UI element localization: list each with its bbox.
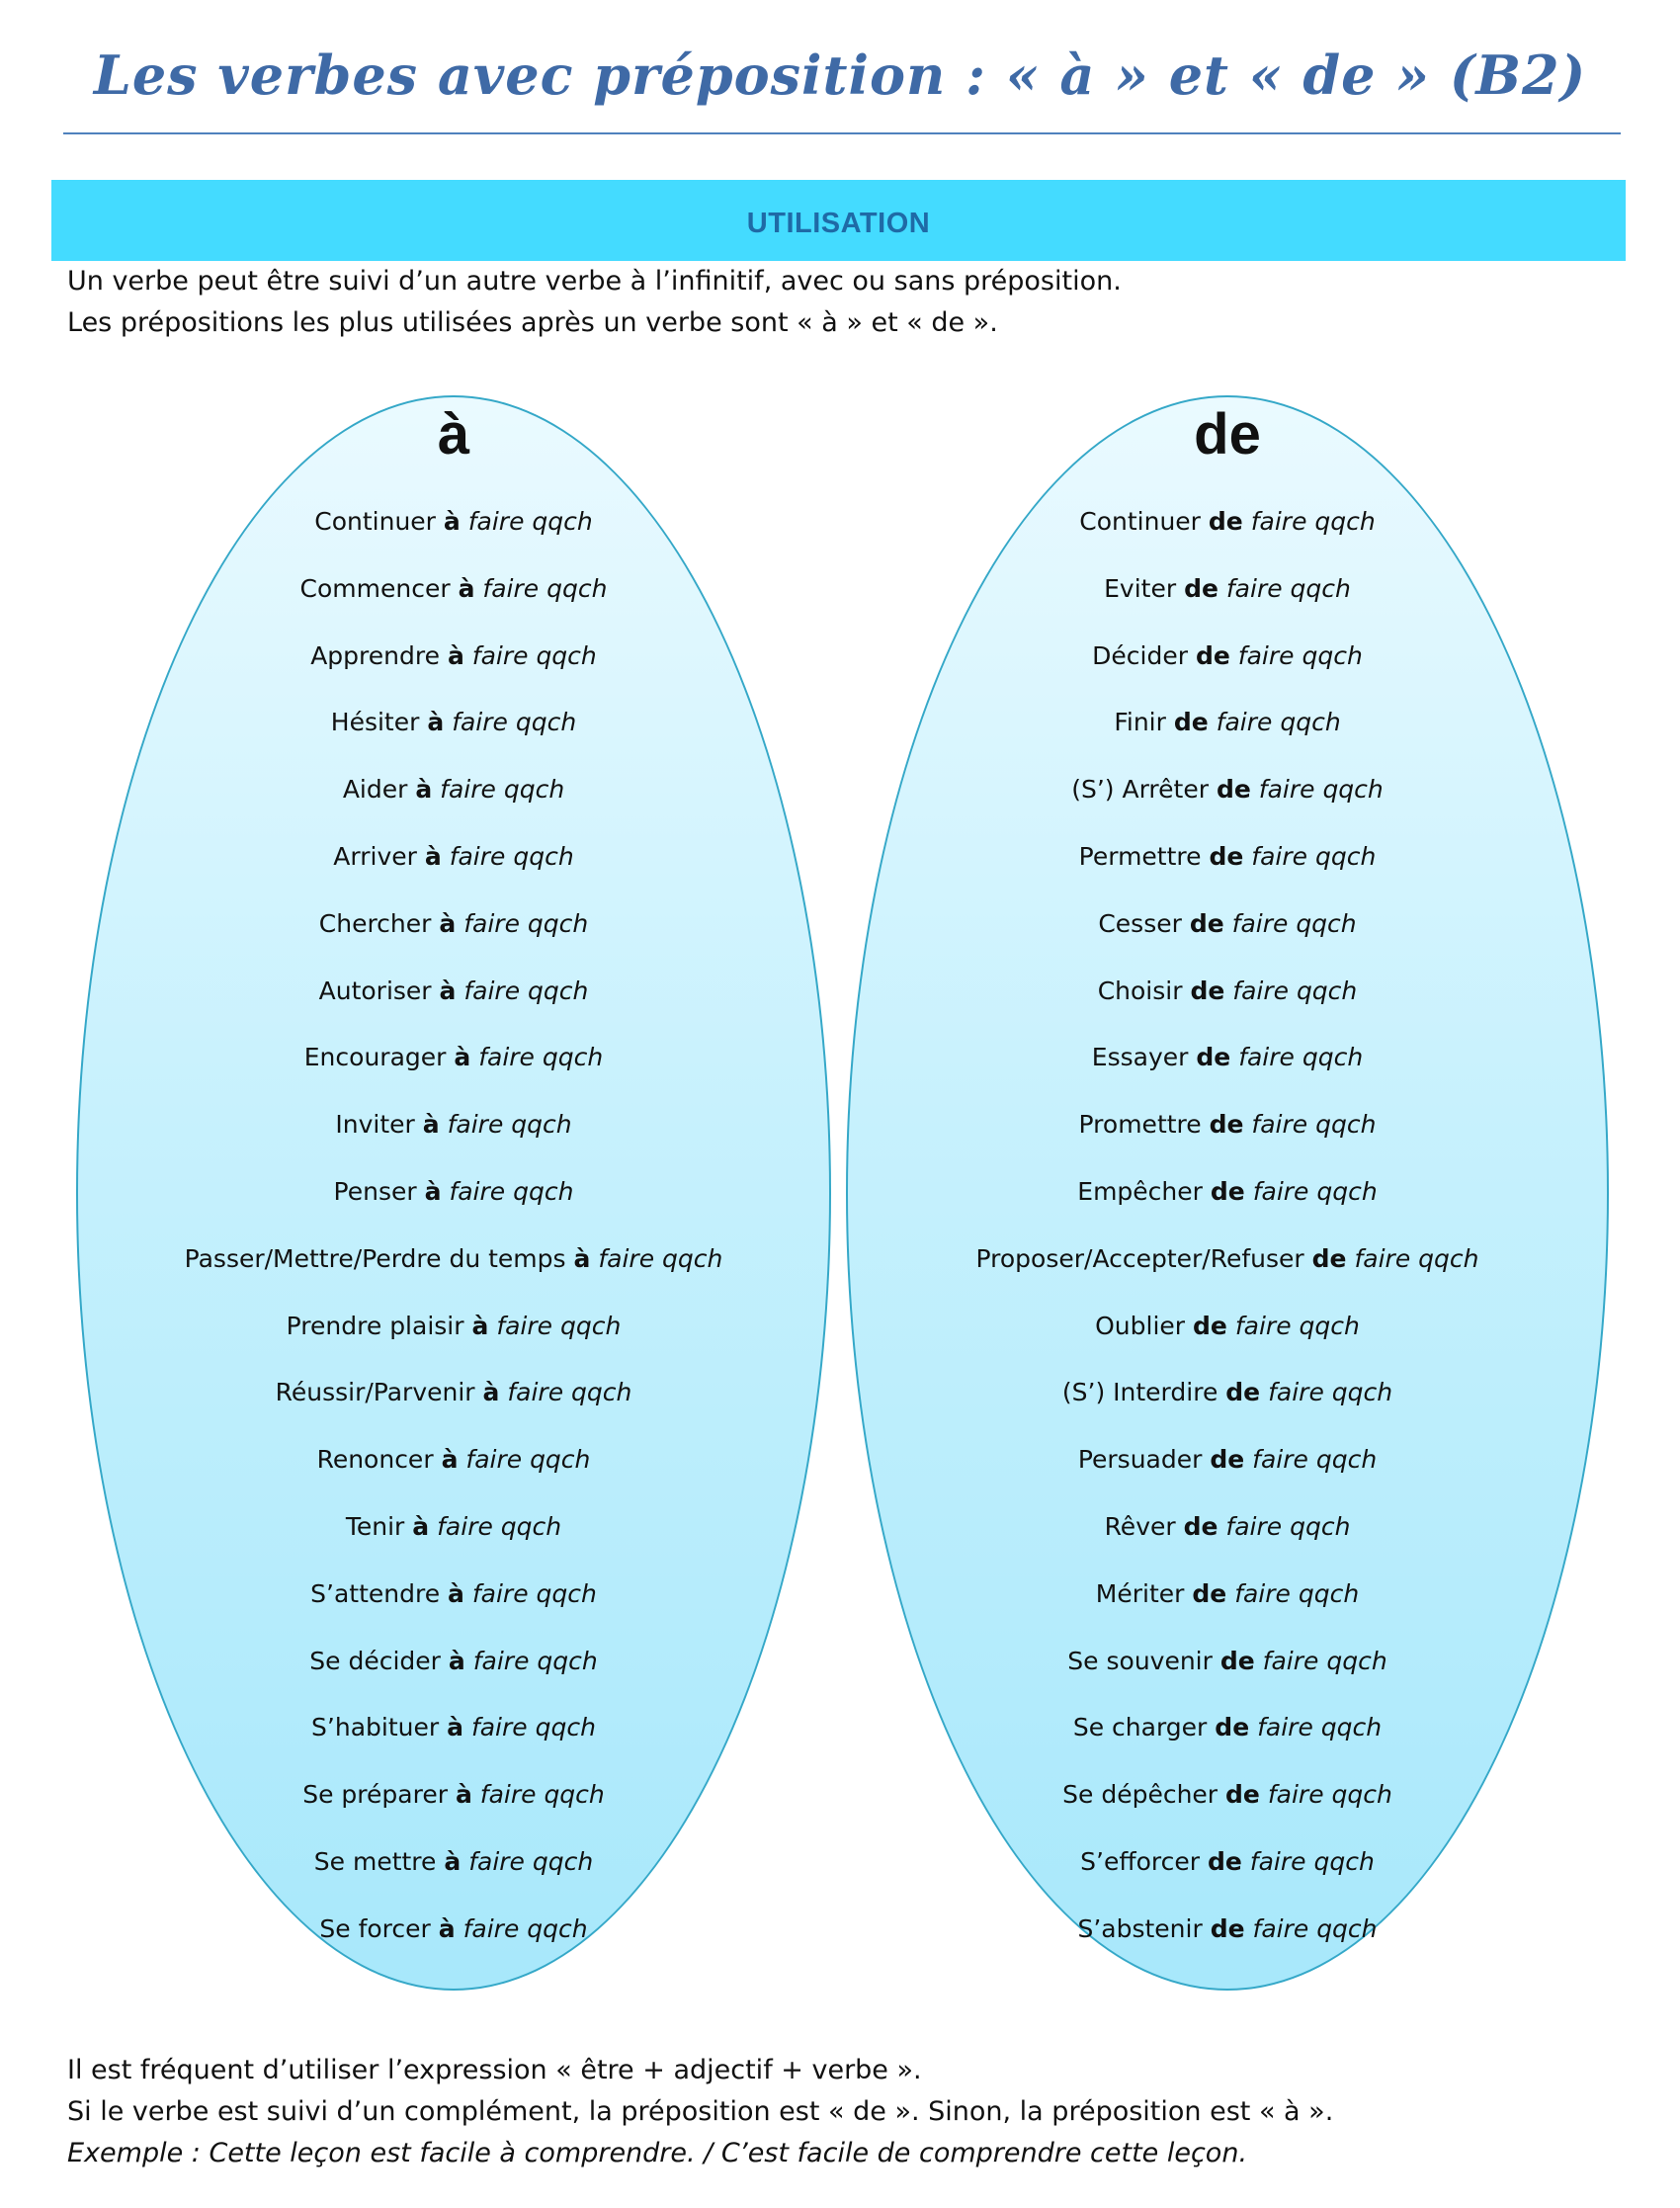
complement: faire qqch <box>1232 976 1358 1005</box>
preposition: à <box>447 1713 463 1742</box>
verb-item <box>846 1438 1609 1505</box>
preposition: de <box>1173 708 1209 737</box>
complement: faire qqch <box>1257 1713 1383 1742</box>
verb: Finir <box>1114 708 1166 737</box>
verb: Se dépêcher <box>1062 1780 1218 1810</box>
column-heading-de: de <box>1194 402 1261 467</box>
complement: faire qqch <box>467 507 593 536</box>
verb-list-de <box>846 500 1609 1975</box>
verb: Penser <box>333 1176 417 1206</box>
complement: faire qqch <box>1262 1646 1387 1675</box>
verb-item <box>846 1305 1609 1372</box>
verb-item <box>846 902 1609 970</box>
verb: Aider <box>342 775 408 805</box>
verb: Se charger <box>1072 1713 1208 1742</box>
verb: Essayer <box>1091 1043 1189 1072</box>
footer-line: Si le verbe est suivi d’un complément, la préposition est « de ». Sinon, la préposition est « à ». <box>67 2096 1334 2127</box>
verb-item <box>76 1036 831 1103</box>
verb-item <box>846 835 1609 902</box>
verb-item <box>76 1706 831 1773</box>
preposition: de <box>1225 1378 1261 1407</box>
verb-item <box>846 1237 1609 1305</box>
preposition: de <box>1192 1578 1227 1608</box>
complement: faire qqch <box>1216 708 1341 737</box>
verb: Renoncer <box>316 1445 434 1475</box>
verb-item <box>76 1773 831 1840</box>
complement: faire qqch <box>449 1176 574 1206</box>
complement: faire qqch <box>465 1445 591 1475</box>
verb: Encourager <box>303 1043 447 1072</box>
verb-item <box>76 1371 831 1438</box>
intro-line: Les prépositions les plus utilisées après un verbe sont « à » et « de ». <box>67 307 998 338</box>
verb: Mériter <box>1095 1578 1185 1608</box>
complement: faire qqch <box>1231 908 1357 938</box>
preposition: à <box>439 908 457 938</box>
preposition: de <box>1208 507 1243 536</box>
verb: Se souvenir <box>1067 1646 1213 1675</box>
preposition: à <box>454 1043 471 1072</box>
footer-notes <box>67 2050 1629 2174</box>
verb: Permettre <box>1078 841 1202 871</box>
preposition: de <box>1207 1846 1242 1876</box>
section-banner-label: UTILISATION <box>746 208 931 239</box>
verb-item <box>76 1170 831 1237</box>
verb-item <box>846 1908 1609 1975</box>
verb: Persuader <box>1077 1445 1203 1475</box>
complement: faire qqch <box>1252 1176 1378 1206</box>
verb: Tenir <box>345 1511 405 1541</box>
verb-item <box>846 1505 1609 1572</box>
verb-item <box>76 835 831 902</box>
preposition: à <box>448 1646 465 1675</box>
verb: Choisir <box>1097 976 1183 1005</box>
preposition: de <box>1184 573 1218 603</box>
complement: faire qqch <box>507 1378 632 1407</box>
complement: faire qqch <box>452 708 577 737</box>
verb: Hésiter <box>330 708 420 737</box>
verb: (S’) Interdire <box>1061 1378 1218 1407</box>
preposition: à <box>424 841 442 871</box>
preposition: à <box>482 1378 500 1407</box>
preposition: de <box>1196 1043 1231 1072</box>
complement: faire qqch <box>437 1511 562 1541</box>
complement: faire qqch <box>472 1646 598 1675</box>
complement: faire qqch <box>1225 1511 1351 1541</box>
verb-item <box>846 1706 1609 1773</box>
preposition: à <box>439 976 457 1005</box>
preposition: à <box>415 775 433 805</box>
complement: faire qqch <box>471 1578 597 1608</box>
verb-item <box>846 1640 1609 1707</box>
verb-item <box>846 970 1609 1037</box>
preposition: de <box>1210 1913 1245 1943</box>
verb: Autoriser <box>318 976 432 1005</box>
complement: faire qqch <box>468 1846 594 1876</box>
verb: Se forcer <box>319 1913 431 1943</box>
complement: faire qqch <box>1234 1578 1360 1608</box>
complement: faire qqch <box>1238 1043 1364 1072</box>
complement: faire qqch <box>1251 841 1377 871</box>
complement: faire qqch <box>1267 1780 1392 1810</box>
verb-item <box>76 567 831 635</box>
preposition: à <box>422 1110 440 1140</box>
preposition: de <box>1210 1176 1245 1206</box>
verb: Réussir/Parvenir <box>275 1378 475 1407</box>
verb-item <box>76 1908 831 1975</box>
verb: Eviter <box>1104 573 1177 603</box>
verb: S’habituer <box>311 1713 440 1742</box>
complement: faire qqch <box>463 908 589 938</box>
preposition: à <box>573 1243 591 1273</box>
complement: faire qqch <box>482 573 608 603</box>
intro-line: Un verbe peut être suivi d’un autre verbe à l’infinitif, avec ou sans préposition. <box>67 266 1122 297</box>
verb-item <box>846 1773 1609 1840</box>
complement: faire qqch <box>462 1913 588 1943</box>
footer-line: Il est fréquent d’utiliser l’expression « être + adjectif + verbe ». <box>67 2055 922 2085</box>
verb-item <box>76 1438 831 1505</box>
complement: faire qqch <box>470 1713 596 1742</box>
verb: Passer/Mettre/Perdre du temps <box>184 1243 566 1273</box>
complement: faire qqch <box>598 1243 723 1273</box>
complement: faire qqch <box>1354 1243 1479 1273</box>
verb: Continuer <box>314 507 436 536</box>
verb: Apprendre <box>310 640 440 670</box>
complement: faire qqch <box>1237 640 1363 670</box>
verb: Arriver <box>333 841 417 871</box>
verb-item <box>76 1572 831 1640</box>
complement: faire qqch <box>1252 1913 1378 1943</box>
preposition: de <box>1216 775 1251 805</box>
verb-item <box>76 1103 831 1170</box>
verb: Continuer <box>1079 507 1201 536</box>
title-divider <box>63 132 1621 134</box>
verb-item <box>76 701 831 768</box>
complement: faire qqch <box>1225 573 1351 603</box>
preposition: de <box>1190 976 1225 1005</box>
verb-item <box>846 1036 1609 1103</box>
column-heading-a: à <box>437 402 470 467</box>
verb-item <box>76 970 831 1037</box>
preposition: à <box>438 1913 456 1943</box>
verb-item <box>76 902 831 970</box>
complement: faire qqch <box>479 1780 605 1810</box>
verb-item <box>76 1840 831 1908</box>
preposition: de <box>1215 1713 1250 1742</box>
preposition: de <box>1311 1243 1347 1273</box>
complement: faire qqch <box>478 1043 604 1072</box>
verb-item <box>76 768 831 835</box>
complement: faire qqch <box>447 1110 572 1140</box>
preposition: à <box>447 640 464 670</box>
complement: faire qqch <box>1252 1445 1378 1475</box>
verb: Oublier <box>1095 1311 1186 1340</box>
preposition: de <box>1195 640 1230 670</box>
verb: Inviter <box>335 1110 415 1140</box>
preposition: à <box>441 1445 459 1475</box>
preposition: à <box>424 1176 442 1206</box>
verb: Se mettre <box>313 1846 437 1876</box>
section-banner <box>51 180 1626 261</box>
verb: Empêcher <box>1077 1176 1203 1206</box>
preposition: à <box>455 1780 472 1810</box>
complement: faire qqch <box>1258 775 1384 805</box>
verb: S’efforcer <box>1080 1846 1201 1876</box>
verb-item <box>846 1371 1609 1438</box>
verb: S’attendre <box>310 1578 441 1608</box>
verb: Chercher <box>318 908 432 938</box>
preposition: de <box>1210 1445 1245 1475</box>
complement: faire qqch <box>496 1311 622 1340</box>
preposition: à <box>427 708 445 737</box>
verb-item <box>846 701 1609 768</box>
verb: Se décider <box>309 1646 441 1675</box>
preposition: à <box>443 507 461 536</box>
verb: (S’) Arrêter <box>1071 775 1209 805</box>
complement: faire qqch <box>1249 1846 1375 1876</box>
verb-item <box>76 635 831 702</box>
verb-item <box>846 500 1609 567</box>
complement: faire qqch <box>1234 1311 1360 1340</box>
verb-item <box>846 1170 1609 1237</box>
intro-text <box>67 261 1609 344</box>
verb-item <box>76 1505 831 1572</box>
preposition: à <box>412 1511 430 1541</box>
verb-item <box>76 1237 831 1305</box>
verb: Rêver <box>1104 1511 1176 1541</box>
verb: Cesser <box>1098 908 1182 938</box>
verb-item <box>846 1572 1609 1640</box>
verb-list-a <box>76 500 831 1975</box>
verb-item <box>846 1840 1609 1908</box>
preposition: de <box>1209 1110 1244 1140</box>
complement: faire qqch <box>1250 507 1376 536</box>
verb-item <box>76 500 831 567</box>
complement: faire qqch <box>1251 1110 1377 1140</box>
verb: Prendre plaisir <box>286 1311 464 1340</box>
preposition: de <box>1219 1646 1255 1675</box>
preposition: à <box>444 1846 462 1876</box>
complement: faire qqch <box>440 775 565 805</box>
preposition: de <box>1209 841 1244 871</box>
preposition: de <box>1193 1311 1227 1340</box>
complement: faire qqch <box>449 841 574 871</box>
verb-item <box>76 1640 831 1707</box>
preposition: de <box>1183 1511 1218 1541</box>
preposition: de <box>1189 908 1224 938</box>
verb: Promettre <box>1078 1110 1202 1140</box>
preposition: à <box>471 1311 489 1340</box>
page-title: Les verbes avec préposition : « à » et « de » (B2) <box>93 43 1587 107</box>
verb-item <box>846 768 1609 835</box>
preposition: à <box>458 573 475 603</box>
complement: faire qqch <box>463 976 589 1005</box>
verb-item <box>846 567 1609 635</box>
verb-item <box>76 1305 831 1372</box>
verb: Commencer <box>299 573 451 603</box>
verb-item <box>846 635 1609 702</box>
verb: S’abstenir <box>1077 1913 1203 1943</box>
preposition: à <box>448 1578 464 1608</box>
verb: Décider <box>1092 640 1189 670</box>
verb: Se préparer <box>302 1780 448 1810</box>
complement: faire qqch <box>471 640 597 670</box>
complement: faire qqch <box>1268 1378 1393 1407</box>
preposition: de <box>1225 1780 1260 1810</box>
verb: Proposer/Accepter/Refuser <box>975 1243 1304 1273</box>
verb-item <box>846 1103 1609 1170</box>
footer-example: Exemple : Cette leçon est facile à comprendre. / C’est facile de comprendre cette leçon. <box>67 2138 1248 2168</box>
